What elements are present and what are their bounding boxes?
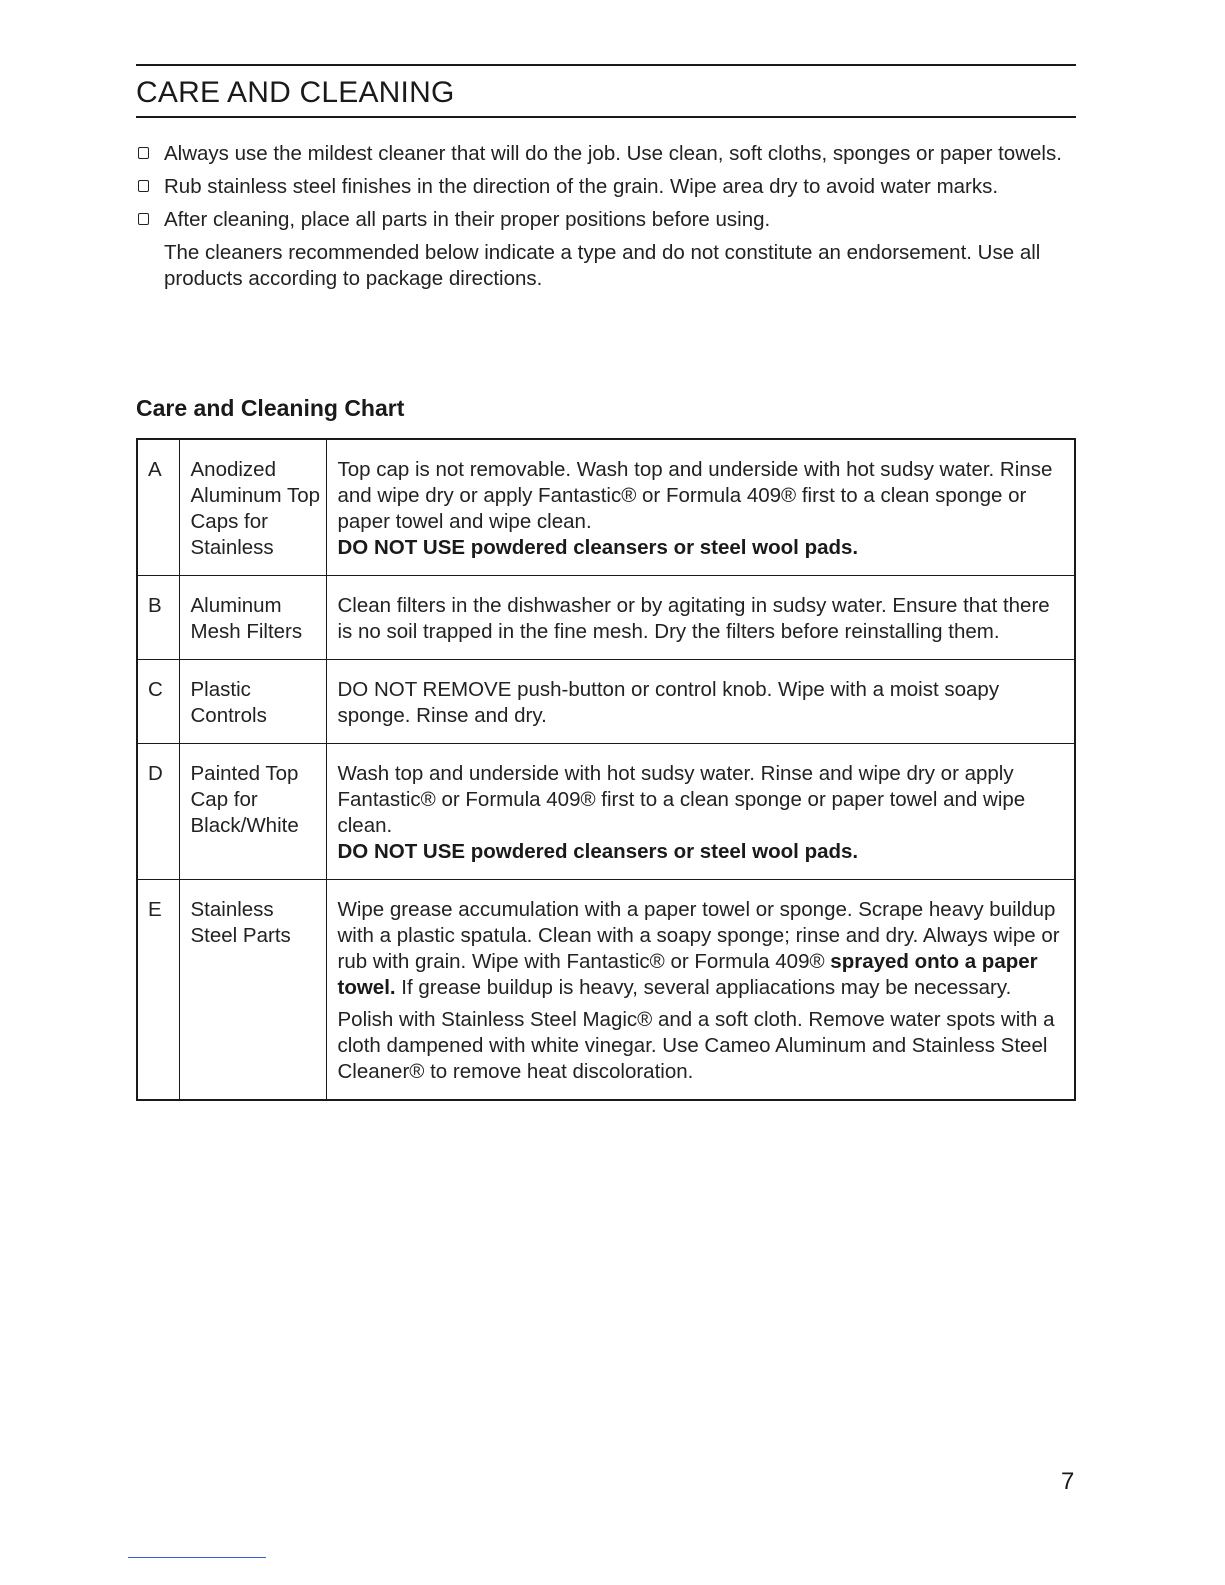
row-item: Plastic Controls <box>179 660 326 744</box>
row-item: Anodized Aluminum Top Caps for Stainless <box>179 439 326 576</box>
checkbox-bullet-icon <box>138 147 149 159</box>
description-paragraph <box>338 593 1065 645</box>
warning-text: DO NOT USE powdered cleansers or steel wool pads. <box>337 536 859 559</box>
row-description <box>326 576 1075 660</box>
description-text: Clean filters in the dishwasher or by agitating in sudsy water. Ensure that there is no soil trapped in the fine mesh. Dry the filters before reinstalling them. <box>337 594 1050 643</box>
row-letter: A <box>137 439 179 576</box>
description-text: Wash top and underside with hot sudsy water. Rinse and wipe dry or apply Fantastic® or Formula 409® first to a clean sponge or paper towel and wipe clean. <box>337 762 1026 837</box>
description-text: Top cap is not removable. Wash top and underside with hot sudsy water. Rinse and wipe dry or apply Fantastic® or Formula 409® first to a clean sponge or paper towel and wipe clean. <box>337 458 1053 533</box>
bullet-text: After cleaning, place all parts in their proper positions before using. <box>164 208 771 231</box>
emphasis-text: sprayed onto a paper towel. <box>337 950 1038 999</box>
list-item <box>136 141 1076 167</box>
list-item <box>136 207 1076 233</box>
description-paragraph <box>338 457 1065 561</box>
description-text: Wipe grease accumulation with a paper towel or sponge. Scrape heavy buildup with a plastic spatula. Clean with a soapy sponge; rinse and dry. Always wipe or rub with grain. Wipe with Fantastic® or Formula 409® <box>337 898 1060 973</box>
bottom-link-underline[interactable] <box>128 1557 266 1558</box>
row-description <box>326 880 1075 1101</box>
care-tips-list <box>136 141 1076 292</box>
bullet-text: Rub stainless steel finishes in the direction of the grain. Wipe area dry to avoid water marks. <box>164 175 999 198</box>
page-number: 7 <box>1061 1468 1075 1495</box>
row-item: Painted Top Cap for Black/White <box>179 744 326 880</box>
care-chart <box>136 438 1076 1101</box>
row-description <box>326 744 1075 880</box>
table-row <box>137 576 1075 660</box>
checkbox-bullet-icon <box>138 180 149 192</box>
endorsement-note: The cleaners recommended below indicate a type and do not constitute an endorsement. Use all products according to package directions. <box>164 241 1041 290</box>
table-row <box>137 439 1075 576</box>
description-paragraph <box>338 1007 1065 1085</box>
care-chart-table <box>136 438 1076 1101</box>
chart-heading: Care and Cleaning Chart <box>136 395 405 421</box>
description-paragraph <box>338 761 1065 865</box>
list-item <box>136 174 1076 200</box>
row-letter: B <box>137 576 179 660</box>
row-description <box>326 660 1075 744</box>
table-row <box>137 744 1075 880</box>
row-item: Stainless Steel Parts <box>179 880 326 1101</box>
row-letter: D <box>137 744 179 880</box>
description-text: DO NOT REMOVE push-button or control knob. Wipe with a moist soapy sponge. Rinse and dry. <box>337 678 1000 727</box>
description-text: Polish with Stainless Steel Magic® and a soft cloth. Remove water spots with a cloth dampened with white vinegar. Use Cameo Aluminum and Stainless Steel Cleaner® to remove heat discoloration. <box>337 1008 1055 1083</box>
row-item: Aluminum Mesh Filters <box>179 576 326 660</box>
table-row <box>137 880 1075 1101</box>
section-header <box>136 64 1076 118</box>
table-row <box>137 660 1075 744</box>
warning-text: DO NOT USE powdered cleansers or steel wool pads. <box>337 840 859 863</box>
description-text: If grease buildup is heavy, several appliacations may be necessary. <box>401 976 1012 999</box>
description-paragraph <box>338 897 1065 1001</box>
row-description <box>326 439 1075 576</box>
description-paragraph <box>338 677 1065 729</box>
row-letter: C <box>137 660 179 744</box>
bullet-text: Always use the mildest cleaner that will do the job. Use clean, soft cloths, sponges or paper towels. <box>164 142 1062 165</box>
row-letter: E <box>137 880 179 1101</box>
checkbox-bullet-icon <box>138 213 149 225</box>
section-title: CARE AND CLEANING <box>136 76 455 109</box>
